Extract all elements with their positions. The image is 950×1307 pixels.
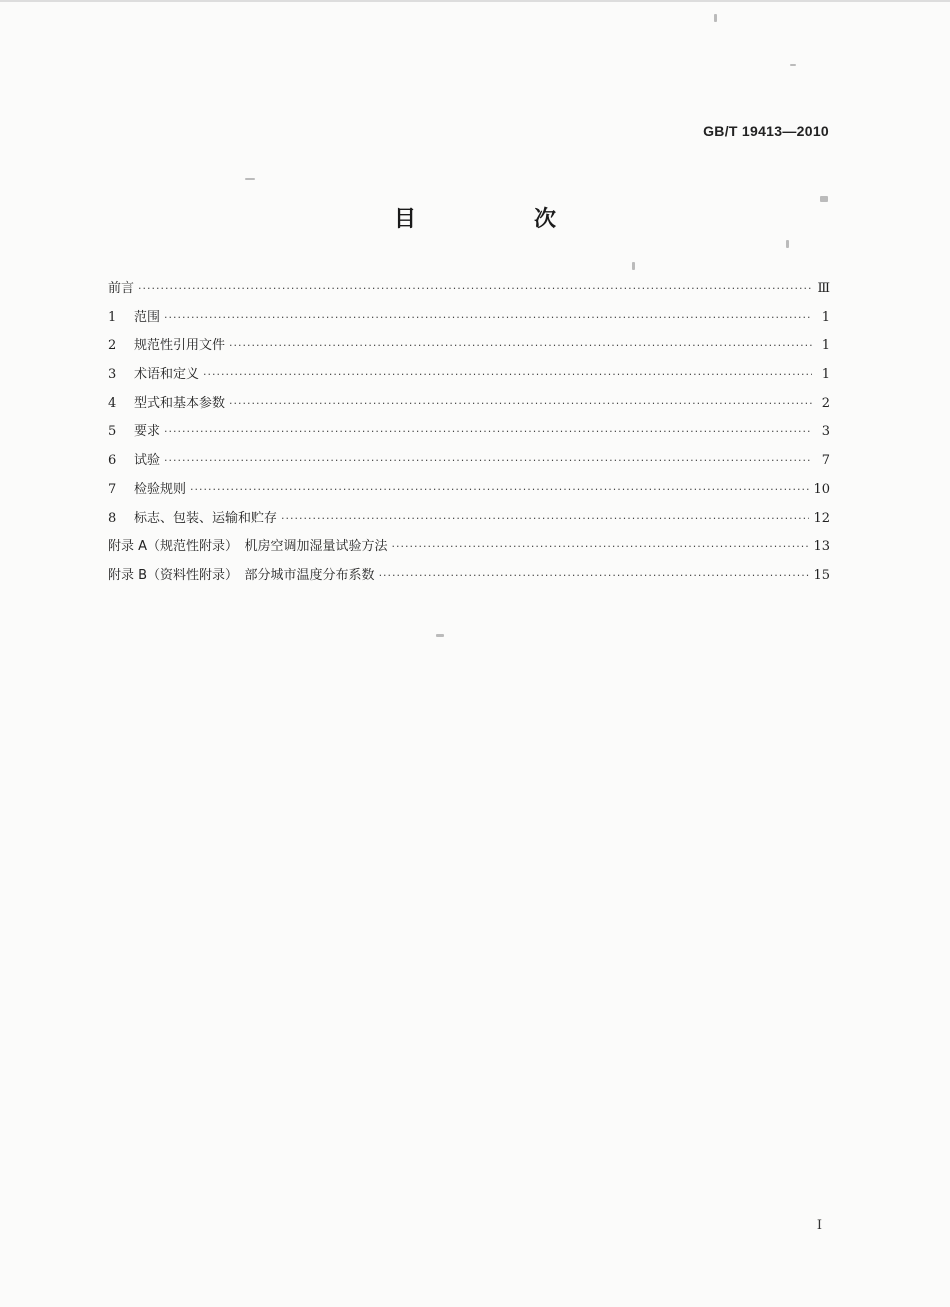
toc-entry-num: 7 xyxy=(108,481,117,497)
scan-speck xyxy=(790,64,796,66)
toc-leader xyxy=(203,368,812,381)
toc-entry-num: 1 xyxy=(108,309,117,325)
toc-entry-num: 3 xyxy=(108,367,117,383)
toc-entry-2[interactable] xyxy=(108,334,830,363)
toc-entry-num: 2 xyxy=(108,338,117,354)
toc-entry-page: 13 xyxy=(813,539,830,555)
toc-leader xyxy=(281,512,809,525)
toc-entry-7[interactable] xyxy=(108,478,830,507)
scan-speck xyxy=(786,240,789,248)
toc-entry-page: 1 xyxy=(821,367,830,383)
toc-entry-text: 术语和定义 xyxy=(134,367,200,383)
toc-title: 目 次 xyxy=(393,207,604,232)
scan-speck xyxy=(714,14,717,22)
toc-entry-text: 试验 xyxy=(134,453,161,469)
toc-entry-text: 要求 xyxy=(134,424,161,440)
toc-leader xyxy=(138,282,812,295)
toc-entry-text: 附录 B（资料性附录） 部分城市温度分布系数 xyxy=(108,567,375,583)
toc-entry-page: Ⅲ xyxy=(817,281,830,296)
toc-entry-num: 4 xyxy=(108,395,117,411)
scan-speck xyxy=(245,178,255,180)
toc-entry-page: 1 xyxy=(821,338,830,354)
toc-leader xyxy=(164,425,812,438)
toc-entry-5[interactable] xyxy=(108,420,830,449)
toc-entry-appendix-b[interactable] xyxy=(108,564,830,593)
toc-entry-6[interactable] xyxy=(108,449,830,478)
toc-leader xyxy=(190,483,809,496)
toc-entry-text: 规范性引用文件 xyxy=(134,338,226,354)
toc-entry-appendix-a[interactable] xyxy=(108,535,830,564)
toc-entry-num: 6 xyxy=(108,453,117,469)
toc-entry-text: 检验规则 xyxy=(134,481,187,497)
toc-entry-1[interactable] xyxy=(108,306,830,335)
scan-edge xyxy=(0,0,950,2)
toc-entry-num: 8 xyxy=(108,510,117,526)
toc-leader xyxy=(164,454,812,467)
toc-entry-4[interactable] xyxy=(108,392,830,421)
toc-entry-text: 标志、包装、运输和贮存 xyxy=(134,510,278,526)
toc-entry-text: 附录 A（规范性附录） 机房空调加湿量试验方法 xyxy=(108,539,388,555)
toc-entry-text: 范围 xyxy=(134,309,161,325)
scan-speck xyxy=(436,634,444,637)
toc-leader xyxy=(164,311,812,324)
scan-speck xyxy=(632,262,635,270)
toc-entry-num: 5 xyxy=(108,424,117,440)
toc-entry-page: 2 xyxy=(821,395,830,411)
standard-number: GB/T 19413—2010 xyxy=(703,123,829,139)
toc-leader xyxy=(392,540,810,553)
toc-entry-page: 7 xyxy=(821,453,830,469)
toc-entry-text: 前言 xyxy=(108,281,135,296)
toc-entry-text: 型式和基本参数 xyxy=(134,395,226,411)
toc-entry-8[interactable] xyxy=(108,507,830,536)
scan-speck xyxy=(820,196,828,202)
toc-entry-page: 3 xyxy=(821,424,830,440)
toc-entry-page: 1 xyxy=(821,309,830,325)
toc-leader xyxy=(229,397,812,410)
toc-entry-foreword[interactable] xyxy=(108,277,830,306)
toc-entry-page: 10 xyxy=(813,481,830,497)
toc-leader xyxy=(379,569,810,582)
toc-entry-3[interactable] xyxy=(108,363,830,392)
table-of-contents xyxy=(108,277,830,593)
toc-leader xyxy=(229,339,812,352)
page-number: I xyxy=(816,1218,822,1233)
toc-entry-page: 15 xyxy=(813,567,830,583)
toc-entry-page: 12 xyxy=(813,510,830,526)
